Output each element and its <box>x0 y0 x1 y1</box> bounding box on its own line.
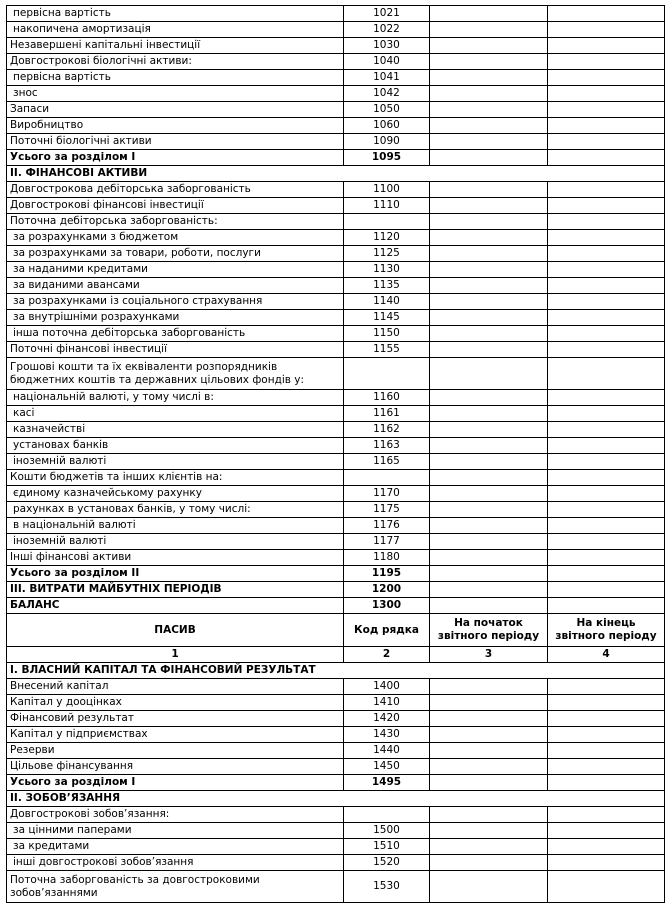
value-period-start <box>430 38 548 54</box>
row-label: Цільове фінансування <box>7 759 344 775</box>
table-row <box>7 406 665 422</box>
table-row <box>7 278 665 294</box>
row-label: Незавершені капітальні інвестиції <box>7 38 344 54</box>
row-code: 1175 <box>344 502 430 518</box>
table-row <box>7 550 665 566</box>
table-row <box>7 598 665 614</box>
table-row <box>7 230 665 246</box>
row-code: 1150 <box>344 326 430 342</box>
row-code: 1040 <box>344 54 430 70</box>
value-period-end <box>548 38 665 54</box>
value-period-end <box>548 807 665 823</box>
row-code: 1161 <box>344 406 430 422</box>
value-period-end <box>548 198 665 214</box>
row-code: 1510 <box>344 839 430 855</box>
value-period-start <box>430 230 548 246</box>
value-period-start <box>430 182 548 198</box>
table-row <box>7 70 665 86</box>
value-period-end <box>548 22 665 38</box>
row-label: Довгострокові фінансові інвестиції <box>7 198 344 214</box>
value-period-end <box>548 390 665 406</box>
table-row <box>7 294 665 310</box>
value-period-start <box>430 262 548 278</box>
liabilities-rows <box>7 663 665 903</box>
row-code: 1300 <box>344 598 430 614</box>
row-label: Фінансовий результат <box>7 711 344 727</box>
value-period-end <box>548 150 665 166</box>
value-period-start <box>430 422 548 438</box>
liabilities-header <box>7 614 665 663</box>
value-period-start <box>430 550 548 566</box>
value-period-start <box>430 70 548 86</box>
table-row <box>7 679 665 695</box>
row-label: касі <box>7 406 344 422</box>
row-code: 1022 <box>344 22 430 38</box>
table-row <box>7 711 665 727</box>
value-period-start <box>430 727 548 743</box>
row-code: 1140 <box>344 294 430 310</box>
value-period-end <box>548 102 665 118</box>
table-row <box>7 743 665 759</box>
column-number-2: 2 <box>344 647 430 663</box>
row-code: 1125 <box>344 246 430 262</box>
row-label: національній валюті, у тому числі в: <box>7 390 344 406</box>
row-code: 1495 <box>344 775 430 791</box>
value-period-end <box>548 438 665 454</box>
row-label: Поточна заборгованість за довгостроковими зобов’язаннями <box>7 871 344 903</box>
row-label: за розрахунками з бюджетом <box>7 230 344 246</box>
value-period-end <box>548 486 665 502</box>
value-period-end <box>548 855 665 871</box>
table-row <box>7 102 665 118</box>
value-period-start <box>430 6 548 22</box>
row-label: Усього за розділом I <box>7 150 344 166</box>
row-code: 1100 <box>344 182 430 198</box>
value-period-start <box>430 390 548 406</box>
value-period-end <box>548 86 665 102</box>
row-label: III. ВИТРАТИ МАЙБУТНІХ ПЕРІОДІВ <box>7 582 344 598</box>
row-code: 1030 <box>344 38 430 54</box>
value-period-end <box>548 134 665 150</box>
value-period-start <box>430 118 548 134</box>
row-label: інші довгострокові зобов’язання <box>7 855 344 871</box>
value-period-end <box>548 230 665 246</box>
row-label: Кошти бюджетів та інших клієнтів на: <box>7 470 344 486</box>
value-period-end <box>548 454 665 470</box>
value-period-end <box>548 518 665 534</box>
section-heading-row <box>7 791 665 807</box>
value-period-end <box>548 534 665 550</box>
value-period-start <box>430 598 548 614</box>
row-label: Запаси <box>7 102 344 118</box>
row-code: 1060 <box>344 118 430 134</box>
value-period-end <box>548 566 665 582</box>
row-code: 1095 <box>344 150 430 166</box>
row-label: за розрахунками із соціального страхування <box>7 294 344 310</box>
value-period-start <box>430 502 548 518</box>
row-label: єдиному казначейському рахунку <box>7 486 344 502</box>
table-row <box>7 86 665 102</box>
value-period-start <box>430 486 548 502</box>
row-code <box>344 470 430 486</box>
value-period-start <box>430 695 548 711</box>
value-period-end <box>548 246 665 262</box>
table-row <box>7 214 665 230</box>
row-code: 1162 <box>344 422 430 438</box>
value-period-end <box>548 406 665 422</box>
table-row <box>7 38 665 54</box>
value-period-start <box>430 86 548 102</box>
value-period-start <box>430 823 548 839</box>
value-period-start <box>430 855 548 871</box>
row-code: 1050 <box>344 102 430 118</box>
row-label: інша поточна дебіторська заборгованість <box>7 326 344 342</box>
value-period-start <box>430 679 548 695</box>
value-period-end <box>548 582 665 598</box>
row-label: знос <box>7 86 344 102</box>
row-label: накопичена амортизація <box>7 22 344 38</box>
value-period-end <box>548 775 665 791</box>
value-period-start <box>430 743 548 759</box>
row-label: казначействі <box>7 422 344 438</box>
value-period-end <box>548 358 665 390</box>
row-code: 1410 <box>344 695 430 711</box>
value-period-end <box>548 711 665 727</box>
row-code: 1450 <box>344 759 430 775</box>
section-heading-row <box>7 663 665 679</box>
value-period-start <box>430 406 548 422</box>
row-code: 1042 <box>344 86 430 102</box>
row-label: первісна вартість <box>7 70 344 86</box>
value-period-start <box>430 454 548 470</box>
table-row <box>7 566 665 582</box>
row-code: 1110 <box>344 198 430 214</box>
row-label: Внесений капітал <box>7 679 344 695</box>
table-row <box>7 502 665 518</box>
value-period-start <box>430 22 548 38</box>
row-label: первісна вартість <box>7 6 344 22</box>
table-row <box>7 695 665 711</box>
row-label: Капітал у дооцінках <box>7 695 344 711</box>
row-code: 1170 <box>344 486 430 502</box>
value-period-end <box>548 118 665 134</box>
value-period-end <box>548 759 665 775</box>
table-row <box>7 454 665 470</box>
row-code: 1520 <box>344 855 430 871</box>
value-period-end <box>548 679 665 695</box>
value-period-start <box>430 342 548 358</box>
value-period-start <box>430 310 548 326</box>
row-label: Поточні біологічні активи <box>7 134 344 150</box>
value-period-end <box>548 294 665 310</box>
value-period-start <box>430 294 548 310</box>
table-row <box>7 727 665 743</box>
row-code: 1163 <box>344 438 430 454</box>
row-label: Довгострокові біологічні активи: <box>7 54 344 70</box>
section-heading: II. ФІНАНСОВІ АКТИВИ <box>7 166 665 182</box>
value-period-end <box>548 839 665 855</box>
value-period-end <box>548 278 665 294</box>
value-period-start <box>430 566 548 582</box>
value-period-start <box>430 134 548 150</box>
table-row <box>7 470 665 486</box>
column-number-1: 1 <box>7 647 344 663</box>
row-label: за внутрішніми розрахунками <box>7 310 344 326</box>
table-row <box>7 134 665 150</box>
balance-sheet-table <box>6 5 665 903</box>
table-row <box>7 871 665 903</box>
row-label: Поточні фінансові інвестиції <box>7 342 344 358</box>
row-label: Грошові кошти та їх еквіваленти розпорядників бюджетних коштів та державних цільових фондів у: <box>7 358 344 390</box>
value-period-end <box>548 727 665 743</box>
table-row <box>7 54 665 70</box>
table-row <box>7 358 665 390</box>
value-period-start <box>430 278 548 294</box>
row-code: 1130 <box>344 262 430 278</box>
row-label: Поточна дебіторська заборгованість: <box>7 214 344 230</box>
value-period-start <box>430 871 548 903</box>
table-row <box>7 262 665 278</box>
value-period-start <box>430 711 548 727</box>
value-period-end <box>548 6 665 22</box>
column-number-4: 4 <box>548 647 665 663</box>
row-code: 1177 <box>344 534 430 550</box>
row-code: 1430 <box>344 727 430 743</box>
value-period-start <box>430 775 548 791</box>
row-code: 1145 <box>344 310 430 326</box>
row-code: 1195 <box>344 566 430 582</box>
value-period-end <box>548 70 665 86</box>
row-label: іноземній валюті <box>7 454 344 470</box>
row-label: за наданими кредитами <box>7 262 344 278</box>
row-label: Усього за розділом II <box>7 566 344 582</box>
table-row <box>7 390 665 406</box>
table-row <box>7 150 665 166</box>
value-period-start <box>430 102 548 118</box>
value-period-start <box>430 246 548 262</box>
row-code: 1090 <box>344 134 430 150</box>
row-code <box>344 358 430 390</box>
row-code: 1530 <box>344 871 430 903</box>
value-period-start <box>430 807 548 823</box>
row-code: 1041 <box>344 70 430 86</box>
table-row <box>7 759 665 775</box>
table-row <box>7 855 665 871</box>
value-period-end <box>548 502 665 518</box>
value-period-start <box>430 470 548 486</box>
assets-rows <box>7 6 665 614</box>
section-heading-row <box>7 166 665 182</box>
section-heading: I. ВЛАСНИЙ КАПІТАЛ ТА ФІНАНСОВИЙ РЕЗУЛЬТАТ <box>7 663 665 679</box>
table-row <box>7 22 665 38</box>
value-period-end <box>548 470 665 486</box>
value-period-end <box>548 326 665 342</box>
value-period-start <box>430 582 548 598</box>
value-period-end <box>548 310 665 326</box>
row-label: Інші фінансові активи <box>7 550 344 566</box>
row-label: Довгострокові зобов’язання: <box>7 807 344 823</box>
row-code: 1180 <box>344 550 430 566</box>
value-period-start <box>430 358 548 390</box>
value-period-end <box>548 214 665 230</box>
row-label: БАЛАНС <box>7 598 344 614</box>
table-row <box>7 182 665 198</box>
row-code: 1400 <box>344 679 430 695</box>
row-label: за виданими авансами <box>7 278 344 294</box>
row-code: 1165 <box>344 454 430 470</box>
row-label: рахунках в установах банків, у тому числі: <box>7 502 344 518</box>
header-pasyv: ПАСИВ <box>7 614 344 647</box>
table-row <box>7 582 665 598</box>
value-period-start <box>430 759 548 775</box>
value-period-end <box>548 823 665 839</box>
row-label: Виробництво <box>7 118 344 134</box>
value-period-start <box>430 150 548 166</box>
row-label: Капітал у підприємствах <box>7 727 344 743</box>
value-period-start <box>430 326 548 342</box>
row-code: 1420 <box>344 711 430 727</box>
column-number-3: 3 <box>430 647 548 663</box>
row-label: Довгострокова дебіторська заборгованість <box>7 182 344 198</box>
row-code <box>344 214 430 230</box>
row-code: 1500 <box>344 823 430 839</box>
row-label: в національній валюті <box>7 518 344 534</box>
value-period-start <box>430 839 548 855</box>
row-label: за кредитами <box>7 839 344 855</box>
value-period-end <box>548 342 665 358</box>
value-period-end <box>548 695 665 711</box>
table-row <box>7 775 665 791</box>
value-period-start <box>430 518 548 534</box>
table-row <box>7 823 665 839</box>
header-period-end: На кінець звітного періоду <box>548 614 665 647</box>
table-row <box>7 534 665 550</box>
row-code: 1440 <box>344 743 430 759</box>
column-header-row <box>7 614 665 647</box>
value-period-start <box>430 534 548 550</box>
row-code: 1155 <box>344 342 430 358</box>
value-period-end <box>548 743 665 759</box>
row-label: за розрахунками за товари, роботи, послуги <box>7 246 344 262</box>
value-period-start <box>430 214 548 230</box>
table-row <box>7 807 665 823</box>
header-period-start: На початок звітного періоду <box>430 614 548 647</box>
row-code: 1176 <box>344 518 430 534</box>
value-period-end <box>548 871 665 903</box>
value-period-start <box>430 54 548 70</box>
column-number-row <box>7 647 665 663</box>
row-code: 1120 <box>344 230 430 246</box>
row-label: Резерви <box>7 743 344 759</box>
table-row <box>7 839 665 855</box>
row-code: 1021 <box>344 6 430 22</box>
table-row <box>7 518 665 534</box>
table-row <box>7 246 665 262</box>
row-code: 1160 <box>344 390 430 406</box>
header-row-code: Код рядка <box>344 614 430 647</box>
table-row <box>7 326 665 342</box>
value-period-start <box>430 438 548 454</box>
section-heading: II. ЗОБОВ’ЯЗАННЯ <box>7 791 665 807</box>
value-period-start <box>430 198 548 214</box>
table-row <box>7 486 665 502</box>
value-period-end <box>548 598 665 614</box>
value-period-end <box>548 182 665 198</box>
row-label: іноземній валюті <box>7 534 344 550</box>
table-row <box>7 6 665 22</box>
row-label: за цінними паперами <box>7 823 344 839</box>
value-period-end <box>548 54 665 70</box>
row-code: 1200 <box>344 582 430 598</box>
value-period-end <box>548 262 665 278</box>
table-row <box>7 310 665 326</box>
value-period-end <box>548 422 665 438</box>
row-code <box>344 807 430 823</box>
table-row <box>7 438 665 454</box>
row-code: 1135 <box>344 278 430 294</box>
row-label: установах банків <box>7 438 344 454</box>
table-row <box>7 342 665 358</box>
table-row <box>7 118 665 134</box>
table-row <box>7 422 665 438</box>
row-label: Усього за розділом I <box>7 775 344 791</box>
table-row <box>7 198 665 214</box>
value-period-end <box>548 550 665 566</box>
